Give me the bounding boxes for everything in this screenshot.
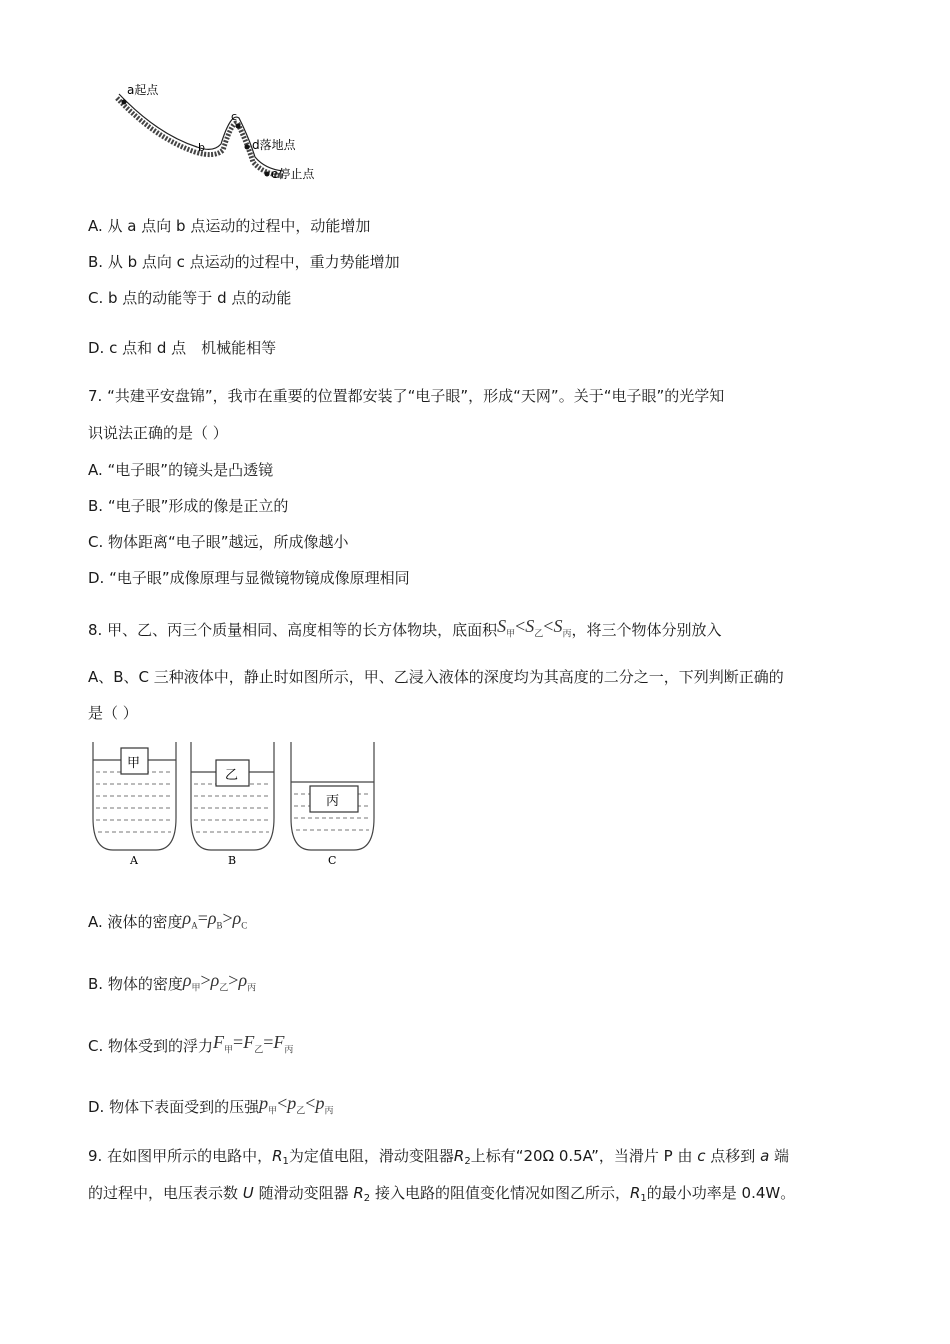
q8-stem-part1: 8. 甲、乙、丙三个质量相同、高度相等的长方体物块，底面积 [88,621,498,639]
q8-area-formula: $S_甲<S_乙<S_丙$ [497,616,572,639]
q9-stem-line1: 9. 在如图甲所示的电路中，$R_1$为定值电阻，滑动变阻器$R_2$上标有“20Ω 0.5A”，当滑片 P 由 c 点移到 a 端 [88,1147,790,1167]
block-bing: 丙 [326,794,340,809]
label-c: c [231,110,238,123]
slope-figure [105,78,335,186]
container-label-a: A [130,854,138,867]
q8-option-c-formula: $F_甲=F_乙=F_丙$ [213,1032,294,1055]
q8-stem-line3: 是（ ） [88,704,138,722]
container-label-b: B [228,854,237,867]
label-a: a起点 [127,83,159,97]
q8-option-d-formula: $p_甲<p_乙<p_丙$ [259,1093,334,1116]
container-label-c: C [328,854,337,867]
label-d: d落地点 [252,138,296,152]
q6-option-b: B. 从 b 点向 c 点运动的过程中，重力势能增加 [88,253,400,271]
q6-option-d: D. c 点和 d 点 机械能相等 [88,339,277,357]
q8-option-c: C. 物体受到的浮力$F_甲=F_乙=F_丙$ [88,1032,294,1055]
q8-stem-line2: A、B、C 三种液体中，静止时如图所示，甲、乙浸入液体的深度均为其高度的二分之一，下列判断正确的 [88,668,784,686]
q8-option-b-formula: $\rho_甲>\rho_乙>\rho_丙$ [182,970,257,993]
label-e: e停止点 [271,167,315,181]
block-yi: 乙 [225,768,239,783]
q7-stem-line1: 7. “共建平安盘锦”，我市在重要的位置都安装了“电子眼”，形成“天网”。关于“电子眼”的光学知 [88,387,725,405]
q7-option-b: B. “电子眼”形成的像是正立的 [88,497,289,515]
q9-stem-line2: 的过程中，电压表示数 U 随滑动变阻器 $R_2$ 接入电路的阻值变化情况如图乙所示，$R_1$的最小功率是 0.4W。 [88,1184,796,1204]
q8-stem-line1 [88,616,721,644]
q8-option-b: B. 物体的密度$\rho_甲>\rho_乙>\rho_丙$ [88,970,257,993]
q8-option-a: A. 液体的密度$\rho_A=\rho_B>\rho_C$ [88,908,248,931]
containers-figure [88,738,388,870]
q7-option-a: A. “电子眼”的镜头是凸透镜 [88,461,274,479]
q8-stem-part2: ，将三个物体分别放入 [571,621,722,639]
q8-option-d: D. 物体下表面受到的压强$p_甲<p_乙<p_丙$ [88,1093,334,1116]
q6-option-c: C. b 点的动能等于 d 点的动能 [88,289,292,307]
block-jia: 甲 [127,756,141,771]
q7-option-d: D. “电子眼”成像原理与显微镜物镜成像原理相同 [88,569,410,587]
q8-option-a-formula: $\rho_A=\rho_B>\rho_C$ [182,908,248,931]
label-b: b [198,141,205,154]
q6-option-a: A. 从 a 点向 b 点运动的过程中，动能增加 [88,217,371,235]
q7-option-c: C. 物体距离“电子眼”越远，所成像越小 [88,533,349,551]
q7-stem-line2: 识说法正确的是（ ） [88,424,228,442]
